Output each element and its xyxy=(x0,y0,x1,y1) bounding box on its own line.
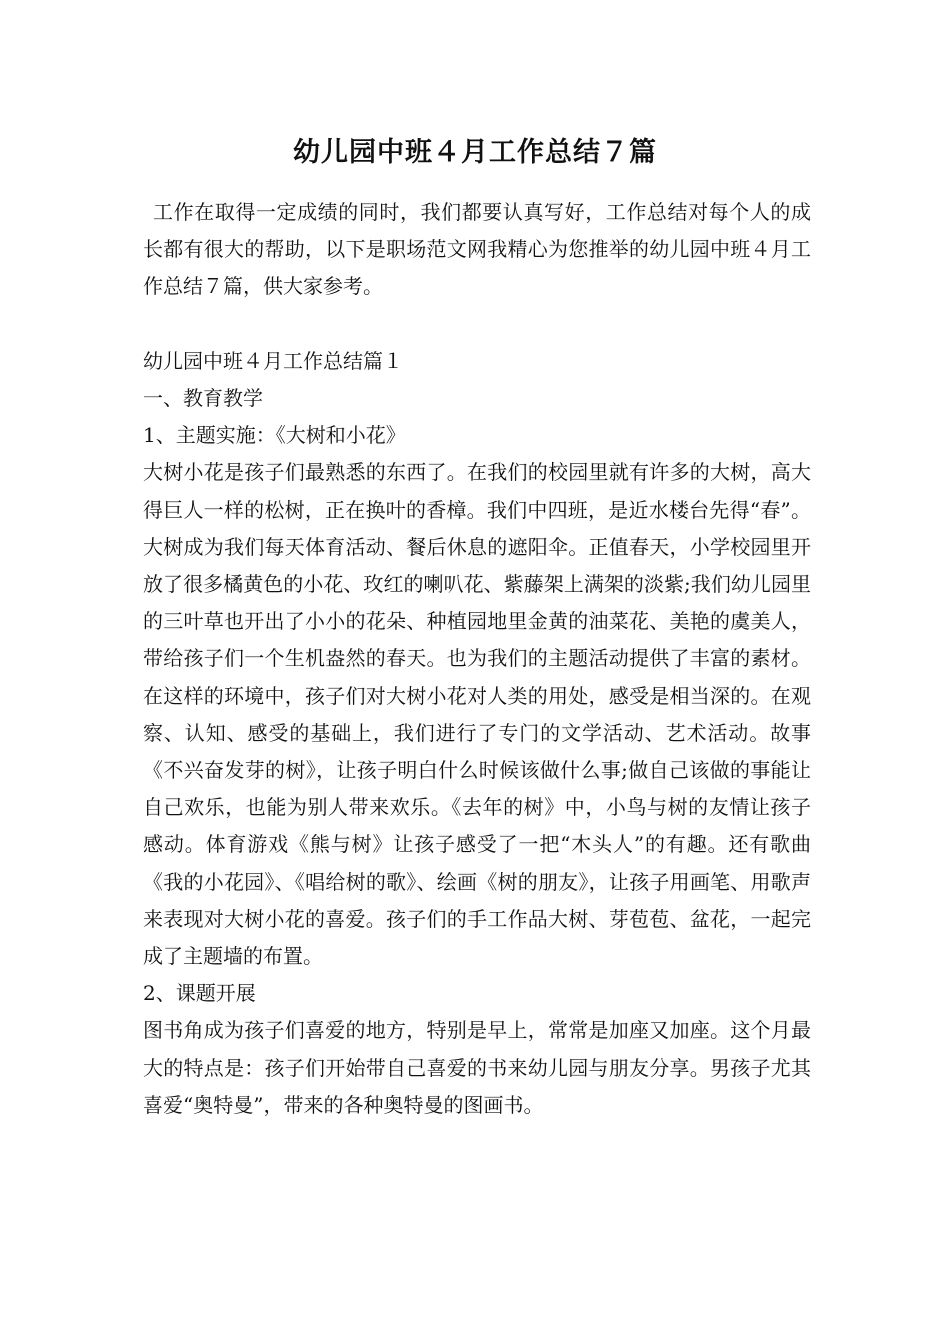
section-heading: 幼儿园中班４月工作总结篇１ xyxy=(143,348,403,373)
intro-paragraph: 工作在取得一定成绩的同时，我们都要认真写好，工作总结对每个人的成长都有很大的帮助，以下是职场范文网我精心为您推举的幼儿园中班４月工作总结７篇，供大家参考。 xyxy=(143,200,811,299)
document-body xyxy=(143,194,811,1124)
part-heading: 一、教育教学 xyxy=(143,386,263,410)
item1-paragraph: 大树小花是孩子们最熟悉的东西了。在我们的校园里就有许多的大树，高大得巨人一样的松树，正在换叶的香樟。我们中四班，是近水楼台先得“春”。大树成为我们每天体育活动、餐后休息的遮阳伞。正值春天，小学校园里开放了很多橘黄色的小花、玫红的喇叭花、紫藤架上满架的淡紫;我们幼儿园里的三叶草也开出了小小的花朵、种植园地里金黄的油菜花、美艳的虞美人，带给孩子们一个生机盎然的春天。也为我们的主题活动提供了丰富的素材。在这样的环境中，孩子们对大树小花对人类的用处，感受是相当深的。在观察、认知、感受的基础上，我们进行了专门的文学活动、艺术活动。故事《不兴奋发芽的树》，让孩子明白什么时候该做什么事;做自己该做的事能让自己欢乐，也能为别人带来欢乐。《去年的树》中，小鸟与树的友情让孩子感动。体育游戏《熊与树》让孩子感受了一把“木头人”的有趣。还有歌曲《我的小花园》、《唱给树的歌》、绘画《树的朋友》，让孩子用画笔、用歌声来表现对大树小花的喜爱。孩子们的手工作品大树、芽苞苞、盆花，一起完成了主题墙的布置。 xyxy=(143,460,811,969)
item2-heading: 2、课题开展 xyxy=(143,981,256,1006)
document-title: 幼儿园中班４月工作总结７篇 xyxy=(293,137,657,168)
item1-heading: 1、主题实施：《大树和小花》 xyxy=(143,423,406,448)
item2-paragraph: 图书角成为孩子们喜爱的地方，特别是早上，常常是加座又加座。这个月最大的特点是：孩子们开始带自己喜爱的书来幼儿园与朋友分享。男孩子尤其喜爱“奥特曼”，带来的各种奥特曼的图画书。 xyxy=(143,1018,811,1117)
